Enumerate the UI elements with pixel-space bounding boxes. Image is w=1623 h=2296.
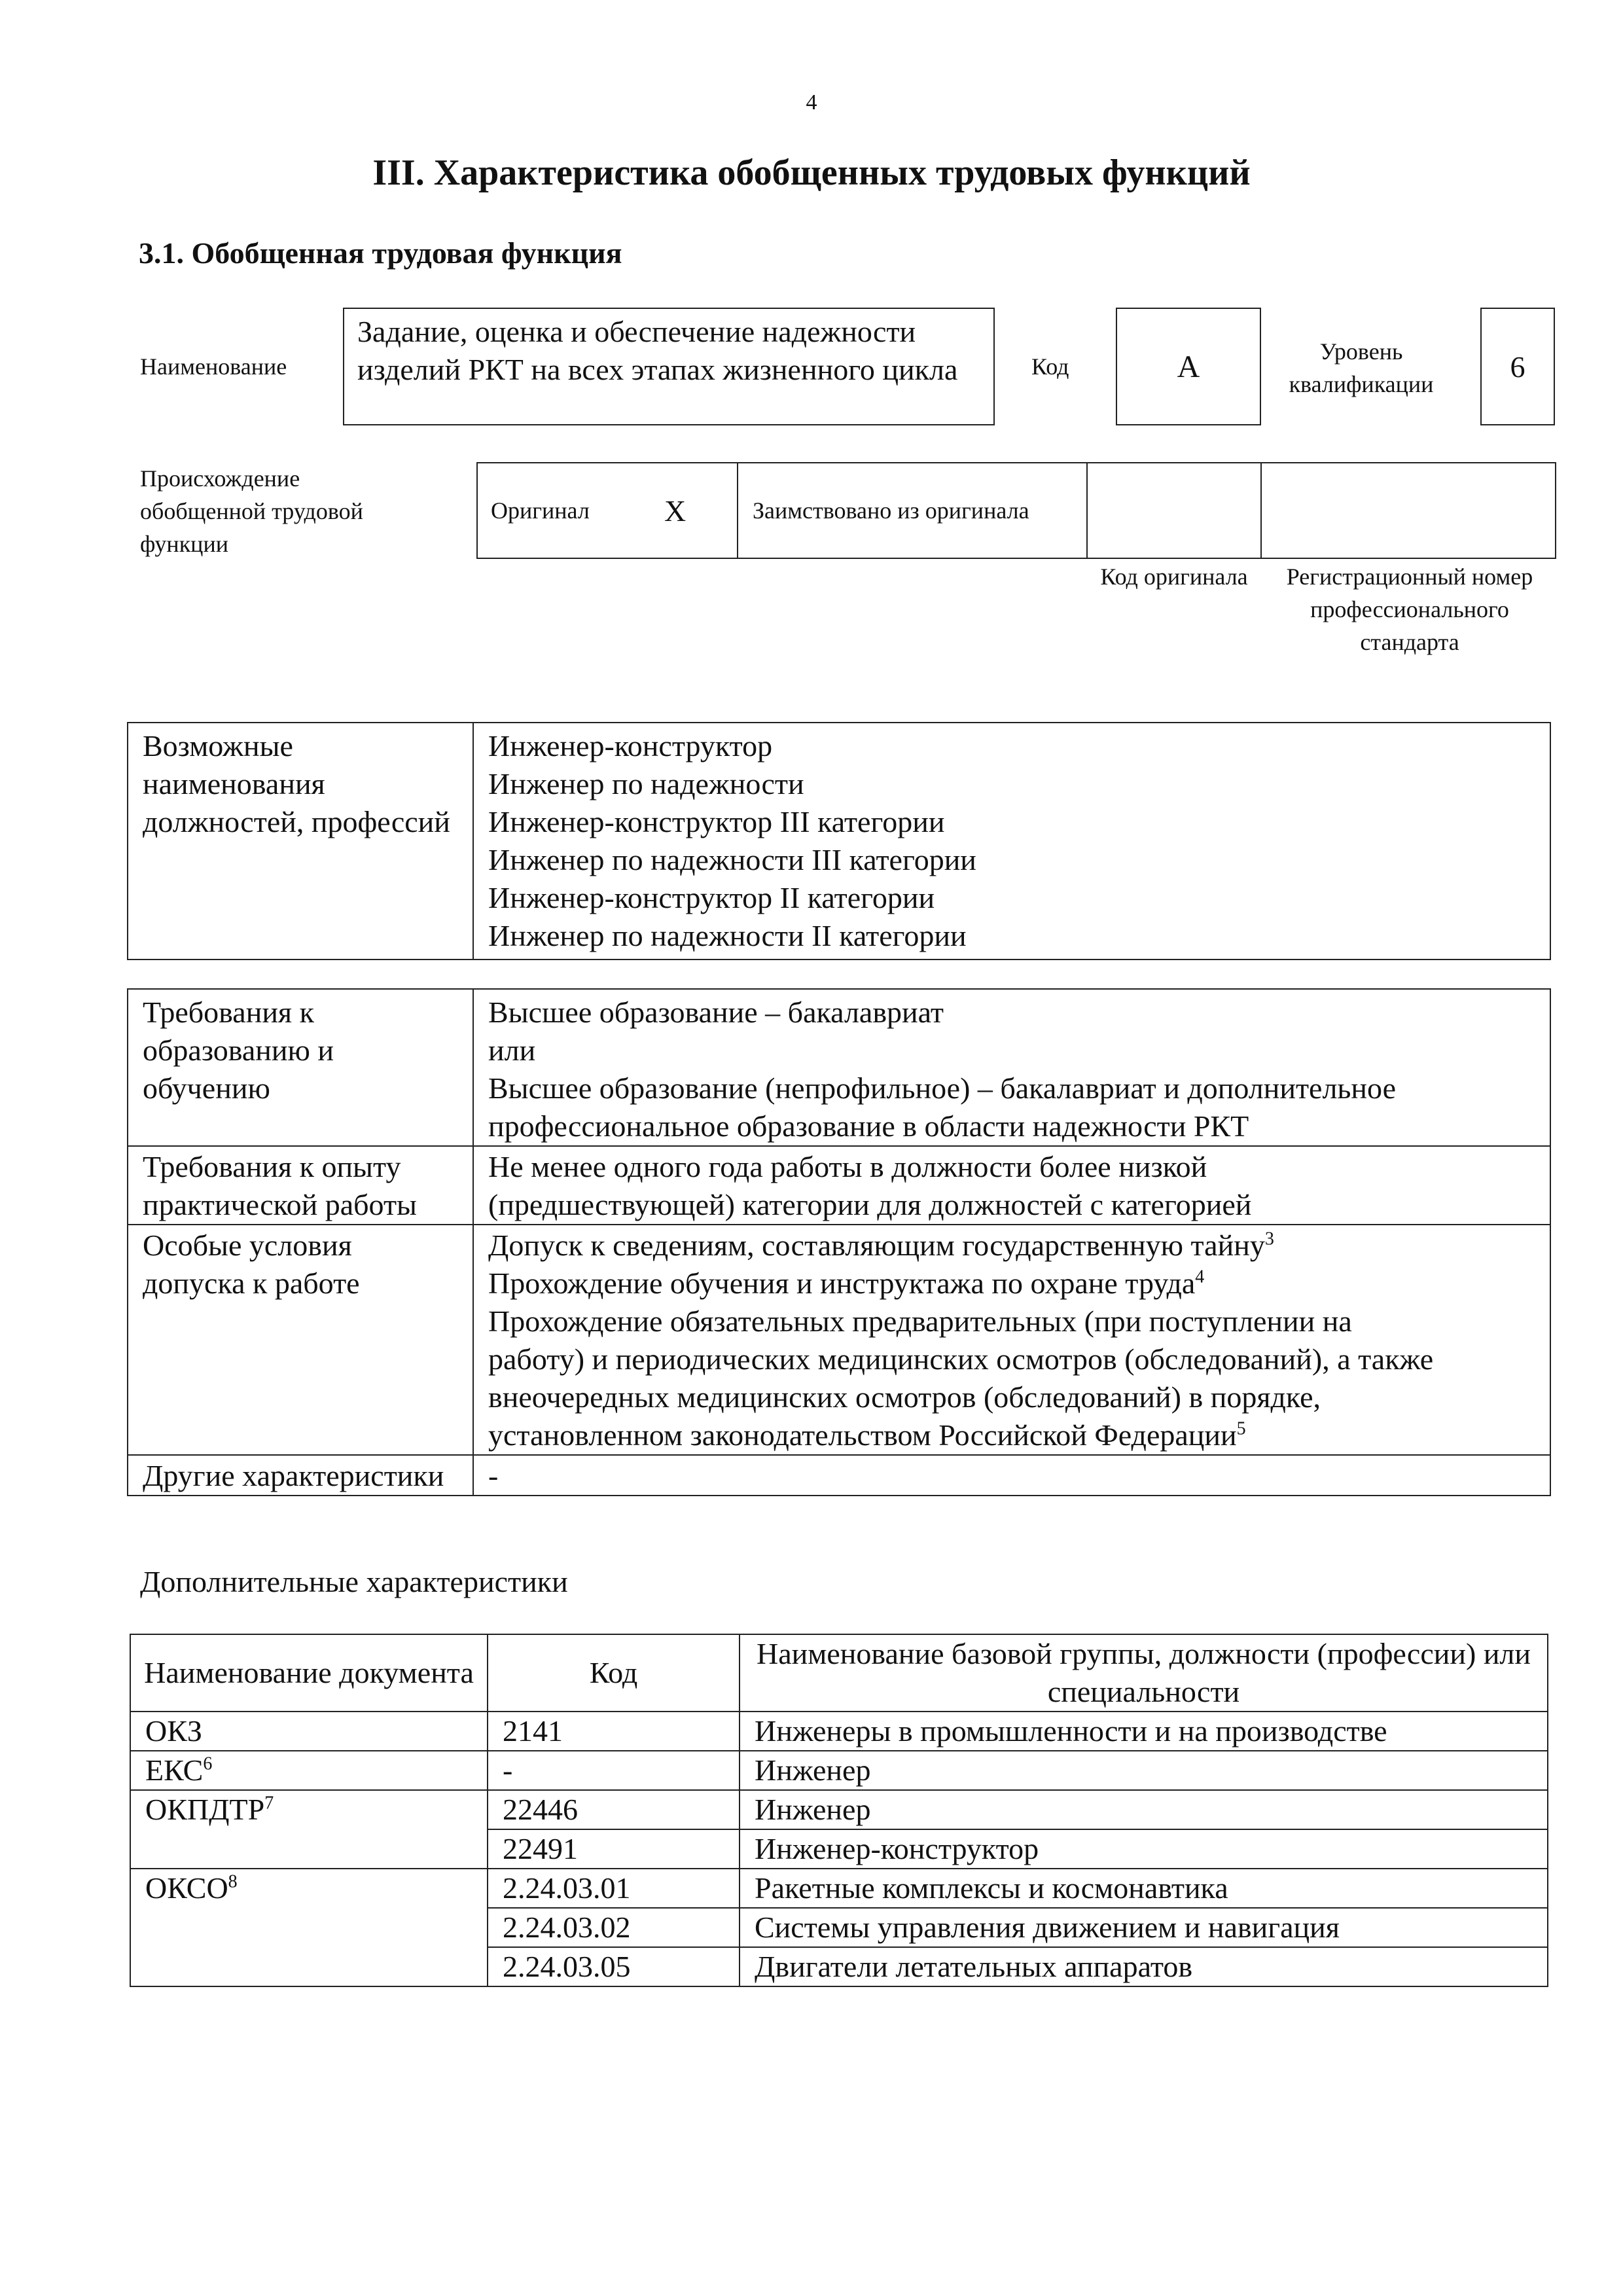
experience-value: Не менее одного года работы в должности более низкой (предшествующей) категории для должностей с категорией bbox=[473, 1146, 1550, 1225]
code-value-box bbox=[1116, 308, 1261, 425]
col-doc-header: Наименование документа bbox=[130, 1634, 488, 1712]
table-row bbox=[128, 989, 1550, 1146]
footnote-5: 5 bbox=[1236, 1418, 1246, 1439]
name-value: Задание, оценка и обеспечение надежности изделий РКТ на всех этапах жизненного цикла bbox=[357, 315, 958, 386]
reg-caption: Регистрационный номер профессионального стандарта bbox=[1286, 564, 1533, 655]
original-label: Оригинал bbox=[491, 497, 590, 524]
subsection-title: 3.1. Обобщенная трудовая функция bbox=[139, 236, 622, 270]
page-number: 4 bbox=[806, 90, 817, 115]
footnote-3: 3 bbox=[1264, 1229, 1274, 1249]
origin-divider bbox=[737, 463, 738, 558]
table-row: ОКПДТР$^7$ 22446 Инженер bbox=[130, 1790, 1548, 1829]
doc-okz: ОКЗ bbox=[130, 1712, 488, 1751]
other-value: - bbox=[473, 1455, 1550, 1496]
position-item: Инженер-конструктор II категории bbox=[488, 881, 935, 914]
positions-label: Возможные наименования должностей, профессий bbox=[128, 723, 473, 960]
level-value: 6 bbox=[1510, 350, 1525, 384]
table-header-row bbox=[130, 1634, 1548, 1712]
table-row: 2.24.03.05 Двигатели летательных аппаратов bbox=[130, 1947, 1548, 1986]
position-item: Инженер-конструктор III категории bbox=[488, 805, 945, 838]
table-row bbox=[128, 1455, 1550, 1496]
table-row: ОКЗ 2141 Инженеры в промышленности и на производстве bbox=[130, 1712, 1548, 1751]
table-row: 22491 Инженер-конструктор bbox=[130, 1829, 1548, 1869]
experience-label: Требования к опыту практической работы bbox=[128, 1146, 473, 1225]
table-row: ЕКС$^6$ - Инженер bbox=[130, 1751, 1548, 1790]
doc-okso: ОКСО$^8$ bbox=[130, 1869, 488, 1986]
additional-title: Дополнительные характеристики bbox=[140, 1565, 568, 1598]
col-code-header: Код bbox=[488, 1634, 740, 1712]
conditions-value: Допуск к сведениям, составляющим государственную тайну$^3$ Прохождение обучения и инструктажа по охране труда$^4$ Прохождение обязательных предварительных (при поступлении на работу) и периодических медицинских осмотров (обследований), а также внеочередных медицинских осмотров (обследований) в порядке, установленном законодательством Российской Федерации$^5$ bbox=[473, 1225, 1550, 1455]
table-row: ОКСО$^8$ 2.24.03.01 Ракетные комплексы и космонавтика bbox=[130, 1869, 1548, 1908]
level-value-box bbox=[1480, 308, 1555, 425]
requirements-table bbox=[127, 988, 1551, 1496]
positions-list bbox=[473, 723, 1550, 960]
code-label: Код bbox=[1031, 353, 1069, 380]
doc-okpdtr: ОКПДТР$^7$ bbox=[130, 1790, 488, 1869]
original-mark: X bbox=[664, 493, 687, 528]
positions-table bbox=[127, 722, 1551, 960]
origin-divider bbox=[1260, 463, 1262, 558]
position-item: Инженер по надежности II категории bbox=[488, 919, 967, 952]
position-item: Инженер-конструктор bbox=[488, 729, 773, 762]
conditions-label: Особые условия допуска к работе bbox=[128, 1225, 473, 1455]
table-row: 2.24.03.02 Системы управления движением и навигация bbox=[130, 1908, 1548, 1947]
footnote-4: 4 bbox=[1195, 1266, 1205, 1287]
position-item: Инженер по надежности III категории bbox=[488, 843, 976, 876]
name-label: Наименование bbox=[140, 353, 287, 380]
doc-eks: ЕКС$^6$ bbox=[130, 1751, 488, 1790]
education-label: Требования к образованию и обучению bbox=[128, 989, 473, 1146]
name-value-box bbox=[343, 308, 995, 425]
borrowed-label: Заимствовано из оригинала bbox=[753, 497, 1029, 524]
table-row bbox=[128, 1225, 1550, 1455]
other-label: Другие характеристики bbox=[128, 1455, 473, 1496]
code-caption: Код оригинала bbox=[1100, 564, 1248, 590]
code-value: A bbox=[1177, 349, 1200, 384]
additional-table bbox=[130, 1634, 1548, 1987]
position-item: Инженер по надежности bbox=[488, 767, 804, 800]
level-label: Уровень квалификации bbox=[1289, 338, 1434, 397]
table-row bbox=[128, 1146, 1550, 1225]
education-value: Высшее образование – бакалавриат или Высшее образование (непрофильное) – бакалавриат и дополнительное профессиональное образование в области надежности РКТ bbox=[473, 989, 1550, 1146]
col-name-header: Наименование базовой группы, должности (профессии) или специальности bbox=[740, 1634, 1548, 1712]
origin-table bbox=[476, 462, 1556, 559]
section-title: III. Характеристика обобщенных трудовых функций bbox=[372, 152, 1251, 193]
origin-divider bbox=[1086, 463, 1088, 558]
origin-label: Происхождение обобщенной трудовой функции bbox=[140, 465, 363, 557]
